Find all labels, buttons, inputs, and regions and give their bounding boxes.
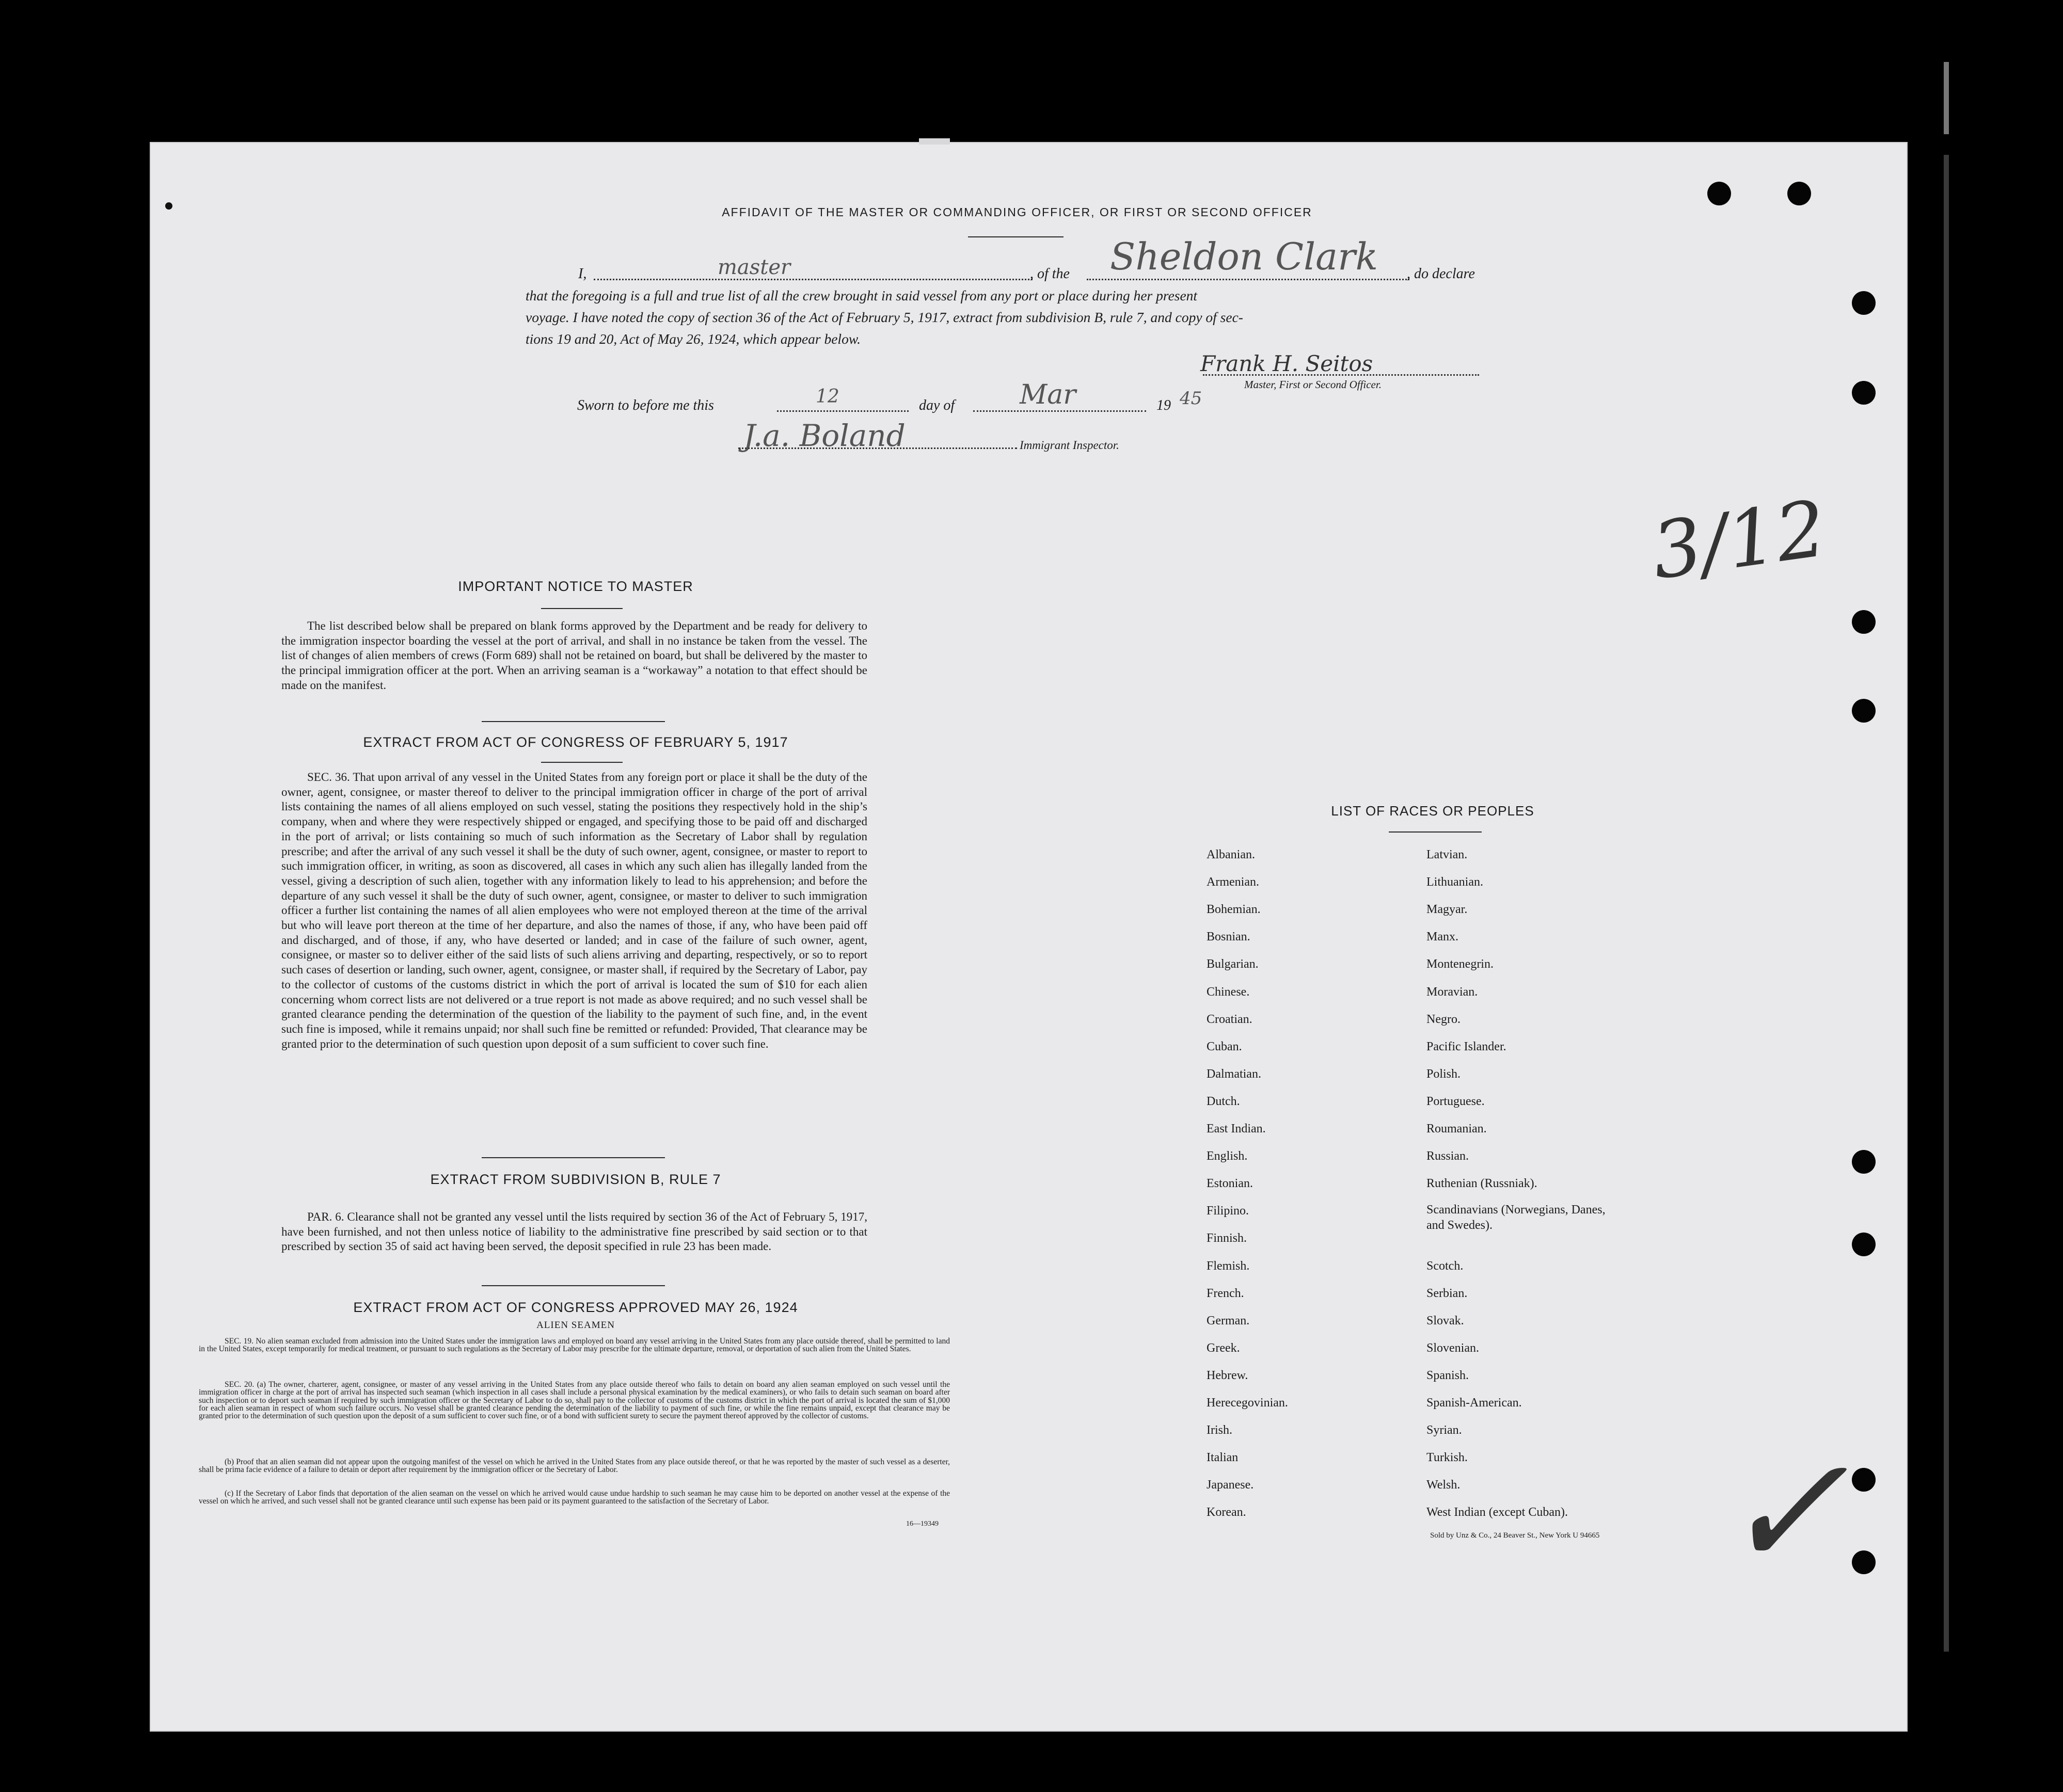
race-item: Greek. [1207,1341,1240,1355]
extract-rule7-text: PAR. 6. Clearance shall not be granted any vessel until the lists required by section 36 of the Act of February 5, 1917, have been furnished, and not then unless notice of liability to the administrative fine prescribed by said section or to that prescribed by section 35 of said act having been served, the deposit specified in rule 23 has been made. [281,1210,867,1253]
race-item: English. [1207,1149,1248,1163]
race-item: Dutch. [1207,1094,1240,1108]
punch-hole [1852,1550,1876,1574]
capacity-field-line [594,279,1033,280]
race-item: Filipino. [1207,1204,1249,1218]
race-item: Flemish. [1207,1259,1250,1273]
race-item: Montenegrin. [1426,957,1494,971]
extract-rule7-end-rule [482,1285,665,1286]
form-number: 16—19349 [906,1520,939,1528]
margin-strip [1944,155,1949,1652]
race-item: Lithuanian. [1426,875,1483,889]
race-item: Pacific Islander. [1426,1039,1506,1053]
vessel-handwritten: Sheldon Clark [1110,235,1378,278]
alien-seamen-subheading: ALIEN SEAMEN [536,1320,615,1331]
inspector-line [738,447,1017,449]
punch-hole [1852,1150,1876,1174]
race-item: Korean. [1207,1506,1246,1519]
inspector-caption: Immigrant Inspector. [1020,439,1119,452]
race-item: Turkish. [1426,1451,1468,1465]
race-item: Magyar. [1426,903,1468,917]
race-item: Irish. [1207,1423,1232,1437]
race-item: Hebrew. [1207,1368,1248,1382]
year-handwritten: 45 [1180,388,1202,409]
margin-strip [1944,62,1949,134]
punch-hole [1787,182,1811,205]
extract-rule7-heading: EXTRACT FROM SUBDIVISION B, RULE 7 [430,1172,721,1187]
sec-20b-text: (b) Proof that an alien seaman did not appear upon the outgoing manifest of the vessel on which he arrived in the United States from any place outside thereof, or that he was reported by the master of such vessel as a deserter, shall be prima facie evidence of a failure to detain or deport after requirement by the immigration officer or the Secretary of Labor. [199,1458,950,1475]
race-item: Scandinavians (Norwegians, Danes, and Swedes). [1426,1203,1606,1233]
margin-note: 3/12 [1646,484,1832,597]
race-item: Welsh. [1426,1478,1461,1492]
race-item: German. [1207,1314,1250,1327]
extract-1917-end-rule [482,1157,665,1158]
race-item: East Indian. [1207,1122,1266,1135]
race-item: Ruthenian (Russniak). [1426,1177,1537,1191]
race-item: Scotch. [1426,1259,1464,1273]
notice-end-rule [482,721,665,722]
day-handwritten: 12 [816,386,839,407]
inspector-signature: J.a. Boland [743,418,906,453]
punch-hole [1852,381,1876,405]
race-item: Portuguese. [1426,1094,1485,1108]
punch-hole [1852,610,1876,634]
race-item: Manx. [1426,930,1458,944]
punch-hole [1707,182,1731,205]
race-item: Negro. [1426,1012,1461,1026]
race-item: French. [1207,1286,1244,1300]
race-item: Herecegovinian. [1207,1396,1288,1410]
race-item: Italian [1207,1451,1239,1465]
race-item: Finnish. [1207,1231,1247,1245]
month-handwritten: Mar [1020,379,1076,410]
sec-19-text: SEC. 19. No alien seaman excluded from admission into the United States under the immigration laws and employed on board any vessel arriving in the United States from any place outside thereof, shall be permitted to land in the United States, except temporarily for medical treatment, or pursuant to such regulations as the Secretary of Labor may prescribe for the ultimate departure, removal, or deportation of such alien from the United States. [199,1337,950,1354]
vessel-field-line [1087,279,1409,280]
notice-heading: IMPORTANT NOTICE TO MASTER [458,579,693,594]
extract-1917-rule [541,762,623,763]
sworn-label: Sworn to before me this [577,397,714,413]
notice-rule [541,608,623,609]
declaration-line-3: voyage. I have noted the copy of section 36 of the Act of February 5, 1917, extract from subdivision B, rule 7, and copy of sec- [526,309,1243,325]
race-item: Cuban. [1207,1039,1242,1053]
race-item: Latvian. [1426,848,1468,861]
race-item: Slovak. [1426,1314,1464,1327]
notice-text: The list described below shall be prepared on blank forms approved by the Department and be ready for delivery to the immigration inspector boarding the vessel at the port of arrival, and shall in no instance be taken from the vessel. The list of changes of alien members of crews (Form 689) shall not be retained on board, but shall be delivered by the master to the principal immigration officer at the port. When an arriving seaman is a “workaway” a notation to that effect should be made on the manifest. [281,619,867,692]
race-item: Japanese. [1207,1478,1254,1492]
printer-imprint: Sold by Unz & Co., 24 Beaver St., New York U 94665 [1430,1531,1600,1540]
top-edge-mark [919,138,950,145]
race-item: Roumanian. [1426,1122,1487,1135]
race-item: Bosnian. [1207,930,1250,944]
race-item: Armenian. [1207,875,1259,889]
declaration-i-label: I, [578,266,587,282]
race-item: West Indian (except Cuban). [1426,1506,1568,1519]
race-item: Dalmatian. [1207,1067,1261,1081]
punch-hole [1852,699,1876,723]
race-item: Russian. [1426,1149,1469,1163]
race-item: Syrian. [1426,1423,1462,1437]
declaration-line-4: tions 19 and 20, Act of May 26, 1924, which appear below. [526,331,861,347]
race-item: Bohemian. [1207,903,1261,917]
punch-hole [1852,291,1876,315]
race-item: Estonian. [1207,1177,1253,1191]
ink-speck [165,202,172,210]
punch-hole [1852,1233,1876,1256]
race-item: Polish. [1426,1067,1461,1081]
master-signature: Frank H. Seitos [1200,351,1373,376]
sec-20c-text: (c) If the Secretary of Labor finds that deportation of the alien seaman on the vessel on which he arrived would cause undue hardship to such seaman he may cause him to be deported on another vessel at the expense of the vessel on which he arrived, and such vessel shall not be granted clearance until such expense has been paid or its payment guaranteed to the satisfaction of the Secretary of Labor. [199,1489,950,1506]
extract-1924-heading: EXTRACT FROM ACT OF CONGRESS APPROVED MAY 26, 1924 [353,1300,798,1315]
extract-1917-text: SEC. 36. That upon arrival of any vessel in the United States from any foreign port or place it shall be the duty of the owner, agent, consignee, or master thereof to deliver to the principal immigration officer in charge of the port of arrival lists containing the names of all aliens employed on such vessel, stating the positions they respectively hold in the ship’s company, when and where they were respectively shipped or engaged, and specifying those to be paid off and discharged in the port of arrival; or lists containing so much of such information as the Secretary of Labor shall by regulation prescribe; and after the arrival of any such vessel it shall be the duty of such owner, agent, consignee, or master to report to such immigration officer, in writing, as soon as discovered, all cases in which any such alien has illegally landed from the vessel, giving a description of such alien, together with any information likely to lead to his apprehension; and before the departure of any such vessel it shall be the duty of such owner, agent, consignee, or master to deliver to such immigration officer a further list containing the names of all alien employees who were not employed thereon at the time of the arrival but who will leave port thereon at the time of her departure, and also the names of those, if any, who have been paid off and discharged, and of those, if any, who have deserted or landed; and in case of the failure of such owner, agent, consignee, or master so to deliver either of the said lists of such aliens arriving and departing, respectively, or so to report such cases of desertion or landing, such owner, agent, consignee, or master shall, if required by the Secretary of Labor, pay to the collector of customs of the customs district in which the port of arrival is located the sum of $10 for each alien concerning whom correct lists are not delivered or a true report is not made as above required; and no such vessel shall be granted clearance pending the determination of the question of the liability to the payment of such fine, and, in the event such fine is imposed, while it remains unpaid; nor shall such fine be remitted or refunded: Provided, That clearance may be granted prior to the determination of such question upon deposit of a sum sufficient to cover such fine. [281,771,867,1050]
affidavit-title: AFFIDAVIT OF THE MASTER OR COMMANDING OFFICER, OR FIRST OR SECOND OFFICER [722,205,1312,219]
capacity-handwritten: master [718,255,791,279]
of-the-label: , of the [1030,266,1070,282]
signature-caption: Master, First or Second Officer. [1244,378,1382,391]
extract-1917-heading: EXTRACT FROM ACT OF CONGRESS OF FEBRUARY 5, 1917 [363,734,788,750]
race-item: Spanish. [1426,1368,1469,1382]
do-declare-label: , do declare [1407,266,1475,282]
race-item: Chinese. [1207,985,1250,999]
signature-line [1203,374,1479,376]
sec-20a-text: SEC. 20. (a) The owner, charterer, agent, consignee, or master of any vessel arriving in the United States from any place outside thereof who fails to detain on board any alien seaman employed on such vessel until the immigration officer in charge at the port of arrival has inspected such seaman (which inspection in all cases shall include a personal physical examination by the medical examiners), or who fails to detain such seaman on board after such inspection or to deport such seaman if required by such immigration officer or the Secretary of Labor to do so, shall pay to the collector of customs of the customs district in which the port of arrival is located the sum of $1,000 for each alien seaman in respect of whom such failure occurs. No vessel shall be granted clearance pending the determination of the liability to payment of such fine, or while the fine remains unpaid, except that clearance may be granted prior to the determination of such question upon the deposit of a sum sufficient to cover such fine, or of a bond with sufficient surety to secure the payment thereof approved by the collector of customs. [199,1380,950,1421]
race-item: Croatian. [1207,1012,1252,1026]
day-of-label: day of [919,397,955,413]
races-rule [1389,831,1482,833]
race-item: Albanian. [1207,848,1255,861]
race-item: Moravian. [1426,985,1478,999]
punch-hole [1852,1468,1876,1492]
races-heading: LIST OF RACES OR PEOPLES [1331,803,1534,819]
race-item: Spanish-American. [1426,1396,1522,1410]
declaration-line-2: that the foregoing is a full and true list of all the crew brought in said vessel from any port or place during her present [526,287,1198,303]
year-printed: 19 [1156,397,1171,413]
day-field-line [777,410,909,412]
month-field-line [973,410,1146,412]
title-rule [968,236,1064,237]
race-item: Slovenian. [1426,1341,1479,1355]
check-mark: ✓ [1719,1422,1849,1602]
race-item: Serbian. [1426,1286,1468,1300]
race-item: Bulgarian. [1207,957,1259,971]
